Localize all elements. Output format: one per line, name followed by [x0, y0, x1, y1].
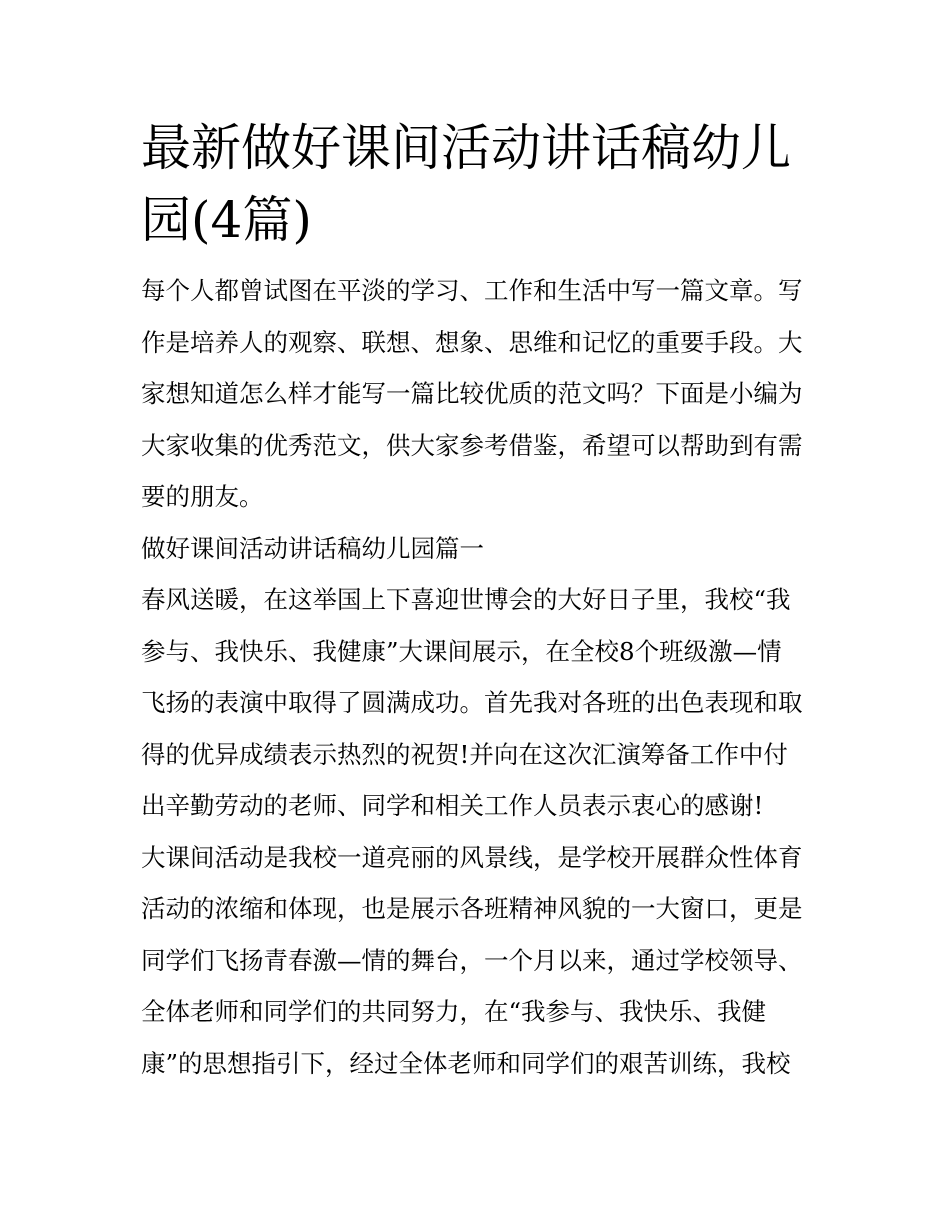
- body-line: 每个人都曾试图在平淡的学习、工作和生活中写一篇文章。写: [141, 276, 803, 305]
- body-line: 参与、我快乐、我健康”大课间展示，在全校8个班级激—情: [141, 636, 782, 666]
- body-line: 家想知道怎么样才能写一篇比较优质的范文吗？下面是小编为: [141, 379, 803, 408]
- body-line: 全体老师和同学们的共同努力，在“我参与、我快乐、我健: [141, 997, 767, 1026]
- body-line: 春风送暖，在这举国上下喜迎世博会的大好日子里，我校“我: [141, 585, 791, 614]
- title-line-2: 园(4篇): [141, 191, 312, 249]
- section-heading: 做好课间活动讲话稿幼儿园篇一: [141, 533, 484, 563]
- body-line: 飞扬的表演中取得了圆满成功。首先我对各班的出色表现和取: [141, 688, 803, 717]
- body-line: 得的优异成绩表示热烈的祝贺!并向在这次汇演筹备工作中付: [141, 739, 788, 769]
- body-line: 出辛勤劳动的老师、同学和相关工作人员表示衷心的感谢!: [141, 791, 764, 820]
- body-line: 同学们飞扬青春激—情的舞台，一个月以来，通过学校领导、: [141, 945, 803, 975]
- document-page: [141, 112, 813, 1089]
- document-title: [141, 112, 813, 256]
- body-line: 大家收集的优秀范文，供大家参考借鉴，希望可以帮助到有需: [141, 430, 803, 460]
- body-line: 作是培养人的观察、联想、想象、思维和记忆的重要手段。大: [141, 327, 803, 357]
- title-line-1: 最新做好课间活动讲话稿幼儿: [141, 119, 791, 177]
- body-line: 康”的思想指引下，经过全体老师和同学们的艰苦训练，我校: [141, 1048, 791, 1078]
- body-line: 活动的浓缩和体现，也是展示各班精神风貌的一大窗口，更是: [141, 894, 803, 923]
- document-body: [141, 265, 813, 1089]
- body-line: 要的朋友。: [141, 482, 264, 511]
- body-line: 大课间活动是我校一道亮丽的风景线，是学校开展群众性体育: [141, 842, 803, 872]
